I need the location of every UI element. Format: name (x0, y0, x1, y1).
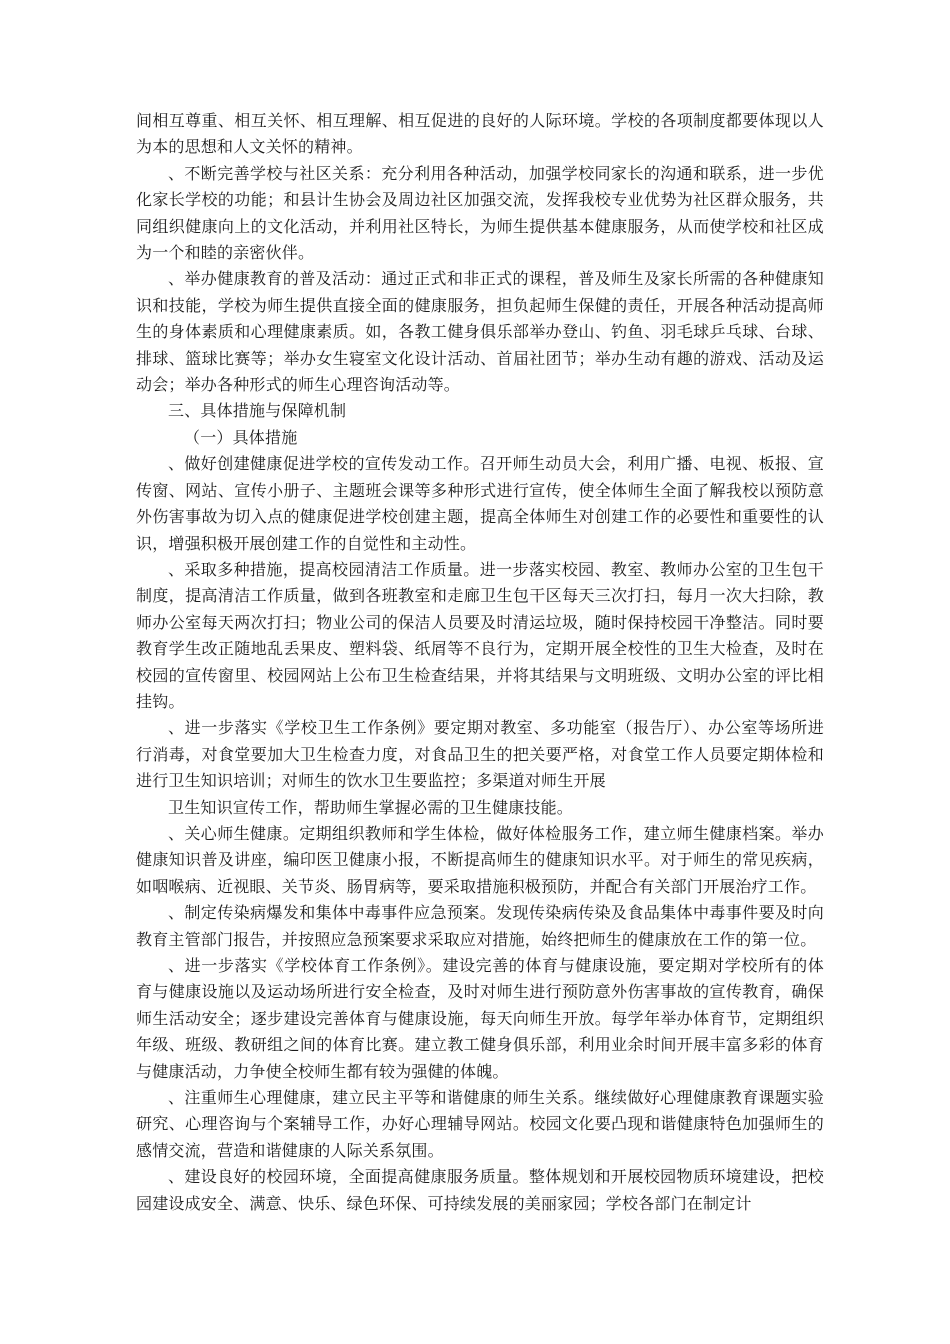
subsection-heading: （一）具体措施 (184, 427, 298, 447)
paragraph: 、做好创建健康促进学校的宣传发动工作。召开师生动员大会，利用广播、电视、板报、宣传窗、网站、宣传小册子、主题班会课等多种形式进行宣传，使全体师生全面了解我校以预防意外伤害事故为切入点的健康促进学校创建主题，提高全体师生对创建工作的必要性和重要性的认识，增强积极开展创建工作的自觉性和主动性。 (136, 454, 824, 553)
paragraph: 、进一步落实《学校卫生工作条例》要定期对教室、多功能室（报告厅）、办公室等场所进行消毒，对食堂要加大卫生检查力度，对食品卫生的把关要严格，对食堂工作人员要定期体检和进行卫生知识培训；对师生的饮水卫生要监控；多渠道对师生开展 (136, 718, 824, 791)
section-heading: 三、具体措施与保障机制 (168, 401, 347, 421)
paragraph: 、建设良好的校园环境，全面提高健康服务质量。整体规划和开展校园物质环境建设，把校园建设成安全、满意、快乐、绿色环保、可持续发展的美丽家园；学校各部门在制定计 (136, 1167, 824, 1213)
paragraph: 、举办健康教育的普及活动：通过正式和非正式的课程，普及师生及家长所需的各种健康知识和技能，学校为师生提供直接全面的健康服务，担负起师生保健的责任，开展各种活动提高师生的身体素质和心理健康素质。如，各教工健身俱乐部举办登山、钓鱼、羽毛球乒乓球、台球、排球、篮球比赛等；举办女生寝室文化设计活动、首届社团节；举办生动有趣的游戏、活动及运动会；举办各种形式的师生心理咨询活动等。 (136, 269, 824, 395)
paragraph: 、注重师生心理健康，建立民主平等和谐健康的师生关系。继续做好心理健康教育课题实验研究、心理咨询与个案辅导工作，办好心理辅导网站。校园文化要凸现和谐健康特色加强师生的感情交流，营造和谐健康的人际关系氛围。 (136, 1088, 824, 1160)
paragraph: 、关心师生健康。定期组织教师和学生体检，做好体检服务工作，建立师生健康档案。举办健康知识普及讲座，编印医卫健康小报，不断提高师生的健康知识水平。对于师生的常见疾病，如咽喉病、近视眼、关节炎、肠胃病等，要采取措施积极预防，并配合有关部门开展治疗工作。 (136, 823, 824, 896)
paragraph: 、采取多种措施，提高校园清洁工作质量。进一步落实校园、教室、教师办公室的卫生包干制度，提高清洁工作质量，做到各班教室和走廊卫生包干区每天三次打扫，每月一次大扫除，教师办公室每天两次打扫；物业公司的保洁人员要及时清运垃圾，随时保持校园干净整洁。同时要教育学生改正随地乱丢果皮、塑料袋、纸屑等不良行为，定期开展全校性的卫生大检查，及时在校园的宣传窗里、校园网站上公布卫生检查结果，并将其结果与文明班级、文明办公室的评比相挂钩。 (136, 559, 824, 711)
paragraph: 、进一步落实《学校体育工作条例》。建设完善的体育与健康设施，要定期对学校所有的体育与健康设施以及运动场所进行安全检查，及时对师生进行预防意外伤害事故的宣传教育，确保师生活动安全；逐步建设完善体育与健康设施，每天向师生开放。每学年举办体育节，定期组织年级、班级、教研组之间的体育比赛。建立教工健身俱乐部，利用业余时间开展丰富多彩的体育与健康活动，力争使全校师生都有较为强健的体魄。 (136, 956, 824, 1081)
paragraph: 、制定传染病爆发和集体中毒事件应急预案。发现传染病传染及食品集体中毒事件要及时向教育主管部门报告，并按照应急预案要求采取应对措施，始终把师生的健康放在工作的第一位。 (136, 903, 824, 949)
paragraph: 间相互尊重、相互关怀、相互理解、相互促进的良好的人际环境。学校的各项制度都要体现以人为本的思想和人文关怀的精神。 (136, 111, 824, 157)
document-body (136, 108, 824, 1217)
paragraph: 、不断完善学校与社区关系：充分利用各种活动，加强学校同家长的沟通和联系，进一步优化家长学校的功能；和县计生协会及周边社区加强交流，发挥我校专业优势为社区群众服务，共同组织健康向上的文化活动，并利用社区特长，为师生提供基本健康服务，从而使学校和社区成为一个和睦的亲密伙伴。 (136, 163, 824, 263)
paragraph: 卫生知识宣传工作，帮助师生掌握必需的卫生健康技能。 (168, 797, 574, 817)
